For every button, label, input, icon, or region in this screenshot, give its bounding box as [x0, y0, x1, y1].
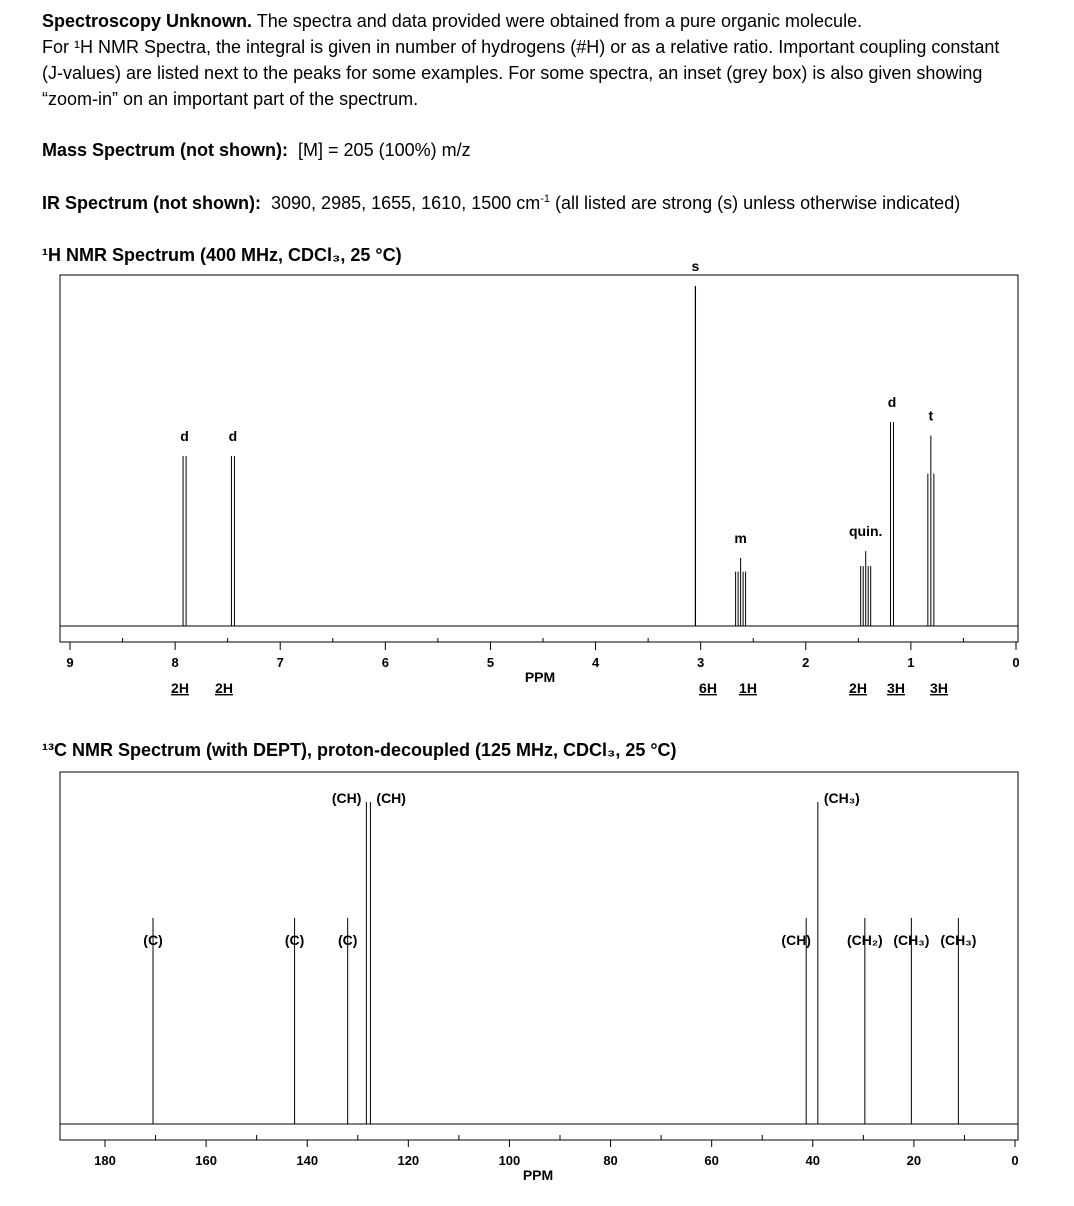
c-nmr-title: ¹³C NMR Spectrum (with DEPT), proton-decoupled (125 MHz, CDCl₃, 25 °C) [42, 740, 677, 760]
h-nmr-integral-label: 3H [930, 680, 948, 696]
c-nmr-dept-label: (C) [143, 932, 163, 948]
h-nmr-title: ¹H NMR Spectrum (400 MHz, CDCl₃, 25 °C) [42, 245, 402, 265]
h-nmr-multiplicity-label: d [180, 428, 189, 444]
c-nmr-tick-label: 40 [805, 1153, 821, 1168]
h-nmr-integral-label: 6H [699, 680, 717, 696]
h-nmr-integral-label: 2H [849, 680, 867, 696]
c-nmr-tick-label: 140 [296, 1153, 319, 1168]
h-nmr-tick-label: 0 [1012, 655, 1020, 670]
c-nmr-dept-label: (C) [284, 932, 305, 948]
c-nmr-tick-label: 20 [906, 1153, 922, 1168]
h-nmr-integral-label: 2H [171, 680, 189, 696]
h-nmr-tick-label: 9 [66, 655, 74, 670]
c-nmr-dept-label: (CH₃) [940, 932, 977, 948]
intro-title: Spectroscopy Unknown. [42, 11, 253, 31]
h-nmr-xlabel: PPM [524, 669, 556, 685]
h-nmr-tick-label: 2 [802, 655, 810, 670]
c-nmr-tick-label: 160 [195, 1153, 217, 1168]
ir-value-sup: -1 [540, 193, 551, 205]
intro-line-4: “zoom-in” on an important part of the spectrum. [42, 89, 419, 109]
h-nmr-multiplicity-label: m [734, 530, 747, 546]
c-nmr-tick-label: 120 [397, 1153, 420, 1168]
h-nmr-tick-label: 1 [907, 655, 915, 670]
mass-spectrum-value: [M] = 205 (100%) m/z [298, 140, 471, 160]
h-nmr-multiplicity-label: d [228, 428, 238, 444]
c-nmr-tick-label: 0 [1011, 1153, 1019, 1168]
c-nmr-dept-label: (CH) [781, 932, 811, 948]
ir-spectrum-label: IR Spectrum (not shown): [42, 193, 261, 213]
h-nmr-integral-label: 1H [739, 680, 757, 696]
h-nmr-multiplicity-label: quin. [848, 523, 883, 540]
c-nmr-dept-label: (CH) [331, 790, 362, 806]
c-nmr-tick-label: 60 [704, 1153, 719, 1168]
h-nmr-multiplicity-label: t [928, 407, 934, 424]
c-nmr-dept-label: (CH₂) [846, 932, 883, 948]
intro-title-rest: The spectra and data provided were obtained from a pure organic molecule. [252, 11, 863, 31]
h-nmr-tick-label: 6 [381, 655, 389, 670]
h-nmr-tick-label: 7 [276, 655, 284, 670]
h-nmr-tick-label: 8 [171, 655, 179, 670]
c-nmr-dept-label: (CH) [376, 790, 406, 806]
c-nmr-xlabel: PPM [522, 1167, 554, 1183]
ir-value-prefix: 3090, 2985, 1655, 1610, 1500 cm [271, 193, 541, 213]
h-nmr-tick-label: 5 [486, 655, 495, 670]
h-nmr-tick-label: 3 [697, 655, 705, 670]
c-nmr-tick-label: 100 [498, 1153, 521, 1168]
c-nmr-dept-label: (C) [337, 932, 358, 948]
h-nmr-integral-label: 3H [887, 680, 905, 696]
c-nmr-frame [60, 772, 1018, 1140]
intro-line-2: For ¹H NMR Spectra, the integral is given in number of hydrogens (#H) or as a relative ratio. Important coupling constant [42, 37, 1000, 57]
c-nmr-tick-label: 80 [603, 1153, 618, 1168]
intro-line-3: (J-values) are listed next to the peaks for some examples. For some spectra, an inset (grey box) is also given showing [42, 63, 983, 83]
c-nmr-tick-label: 180 [94, 1153, 116, 1168]
h-nmr-integral-label: 2H [215, 680, 233, 696]
h-nmr-multiplicity-label: s [691, 258, 700, 274]
mass-spectrum-label: Mass Spectrum (not shown): [42, 140, 289, 160]
h-nmr-tick-label: 4 [591, 655, 600, 670]
ir-value-suffix: (all listed are strong (s) unless otherwise indicated) [550, 193, 961, 213]
c-nmr-dept-label: (CH₃) [823, 790, 860, 806]
c-nmr-dept-label: (CH₃) [893, 932, 930, 948]
h-nmr-multiplicity-label: d [887, 394, 897, 410]
